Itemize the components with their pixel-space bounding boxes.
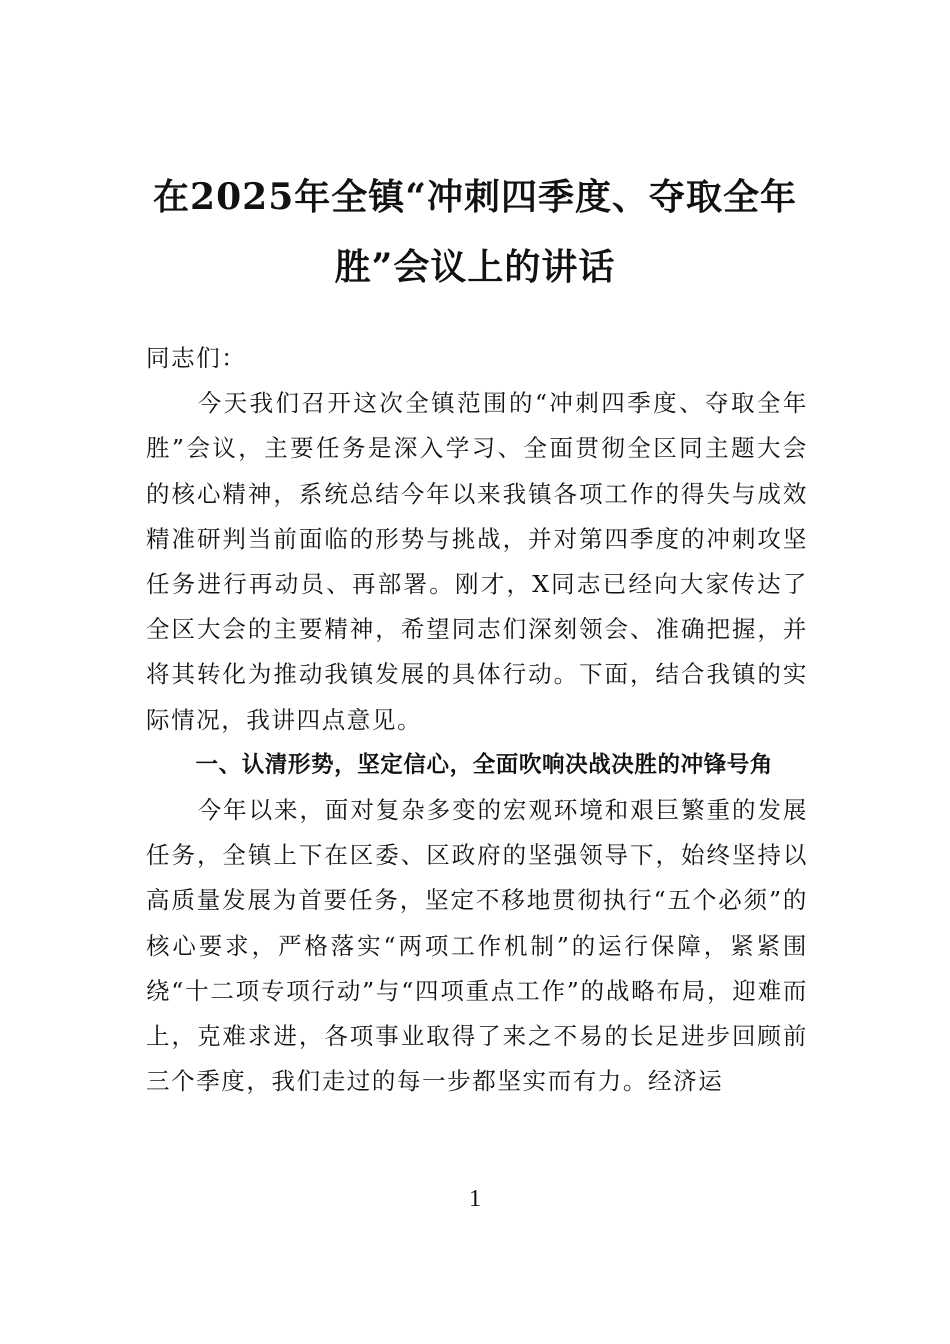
document-body [146,336,808,1104]
document-title [120,162,830,302]
title-line-2: 胜”会议上的讲话 [334,246,616,288]
title-line-1: 在2025年全镇“冲刺四季度、夺取全年 [153,176,797,218]
section-heading-1: 一、认清形势，坚定信心，全面吹响决战决胜的冲锋号角 [195,751,774,778]
paragraph-section-1: 今年以来，面对复杂多变的宏观环境和艰巨繁重的发展任务，全镇上下在区委、区政府的坚强领导下，始终坚持以高质量发展为首要任务，坚定不移地贯彻执行“五个必须”的核心要求，严格落实“两项工作机制”的运行保障，紧紧围绕“十二项专项行动”与“四项重点工作”的战略布局，迎难而上，克难求进，各项事业取得了来之不易的长足进步回顾前三个季度，我们走过的每一步都坚实而有力。经济运 [146,796,808,1096]
salutation: 同志们： [146,344,247,372]
page-number: 1 [469,1186,481,1212]
paragraph-intro: 今天我们召开这次全镇范围的“冲刺四季度、夺取全年胜”会议，主要任务是深入学习、全面贯彻全区同主题大会的核心精神，系统总结今年以来我镇各项工作的得失与成效精准研判当前面临的形势与挑战，并对第四季度的冲刺攻坚任务进行再动员、再部署。刚才，X同志已经向大家传达了全区大会的主要精神，希望同志们深刻领会、准确把握，并将其转化为推动我镇发展的具体行动。下面，结合我镇的实际情况，我讲四点意见。 [146,389,808,734]
